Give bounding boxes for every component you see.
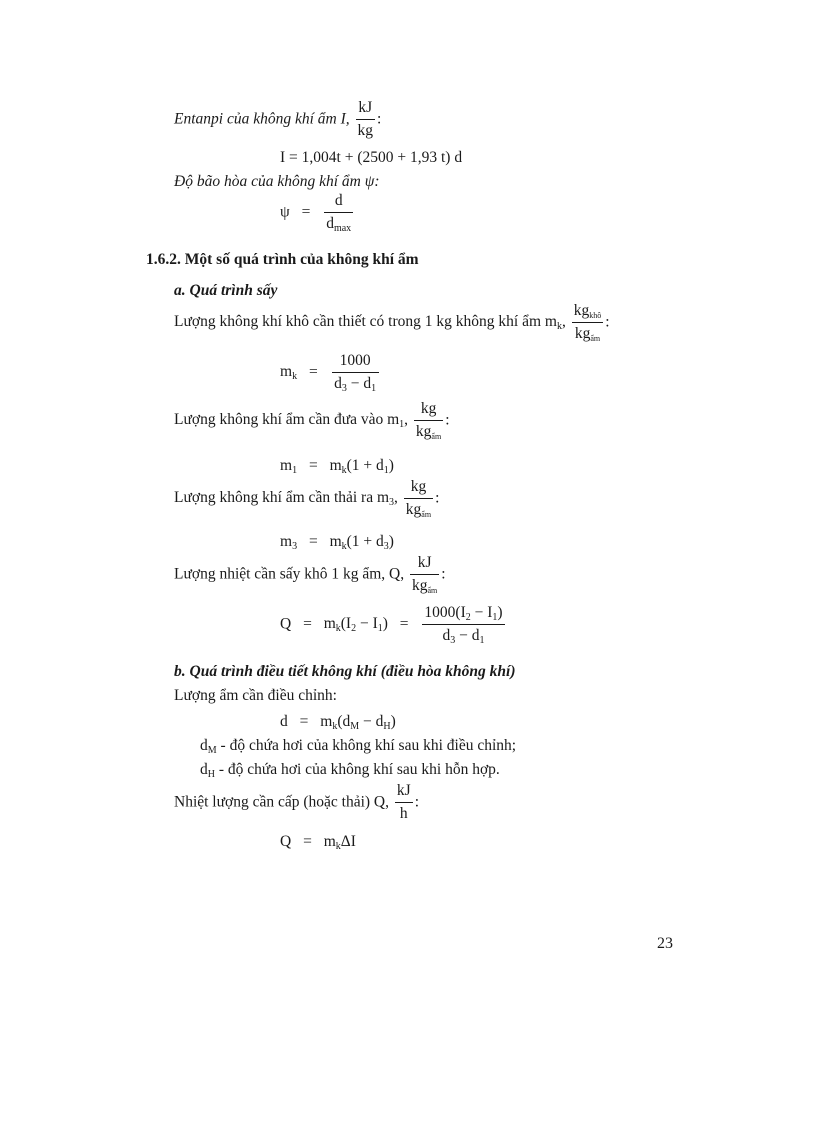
enthalpy-colon: :: [377, 110, 382, 128]
m3-formula: $m_3 = m_k(1 + d_3)$: [280, 533, 394, 552]
m3-unit-fraction: [404, 479, 433, 517]
q-fraction: [422, 604, 504, 646]
d-formula: $d = m_k(d_M - d_H)$: [280, 713, 396, 732]
enthalpy-unit-den: kg: [357, 121, 374, 139]
saturation-eq: =: [301, 203, 311, 221]
moisture-label: Lượng ẩm cần điều chỉnh:: [174, 687, 337, 704]
mk-num: 1000: [332, 353, 379, 373]
dry-air-unit-den: $kg_{ẩm}$: [574, 324, 601, 343]
saturation-formula: [280, 192, 355, 234]
dry-air-unit-num: $kg_{khô}$: [572, 303, 604, 323]
q-unit-num: kJ: [410, 555, 439, 575]
drying-heading: a. Quá trình sấy: [174, 282, 278, 299]
section-heading: 1.6.2. Một số quá trình của không khí ẩm: [146, 251, 419, 268]
m3-label: Lượng không khí ẩm cần thải ra m: [174, 489, 390, 507]
heat-label: Nhiệt lượng cần cấp (hoặc thải) Q,: [174, 793, 390, 811]
enthalpy-label-line: [174, 100, 381, 138]
heat-label-line: Nhiệt lượng cần cấp (hoặc thải) Q, $\frac{kJ}{h}$ :: [174, 782, 419, 822]
mk-den: $d_3 - d_1$: [334, 374, 377, 394]
q-formula: $Q = m_k(I_2 - I_1)$ = $\frac{1000(I_2 - I_1)}{d_3 - d_1}$: [280, 604, 503, 646]
mk-formula: $m_k$ = $\frac{1000}{d_3 - d_1}$: [280, 353, 381, 391]
q-num: $1000(I_2 - I_1)$: [424, 604, 503, 623]
q-label-line: Lượng nhiệt cần sấy khô 1 kg ẩm, Q, $\frac{kJ}{kg_{ẩm}}$ :: [174, 554, 446, 595]
mk-fraction: [332, 352, 379, 394]
enthalpy-formula: I = 1,004t + (2500 + 1,93 t) d: [280, 149, 463, 166]
dry-air-unit-fraction: [572, 303, 604, 341]
q-label: Lượng nhiệt cần sấy khô 1 kg ẩm, Q,: [174, 565, 405, 583]
q-den: $d_3 - d_1$: [442, 626, 485, 646]
saturation-num: d: [324, 193, 353, 213]
saturation-fraction: [324, 192, 353, 234]
m1-unit-num: kg: [414, 401, 443, 421]
heat-unit-fraction: [395, 783, 413, 821]
q-unit-den: $kg_{ẩm}$: [411, 576, 438, 595]
m1-unit-den: $kg_{ẩm}$: [415, 422, 442, 441]
m3-unit-den: $kg_{ẩm}$: [405, 500, 432, 519]
saturation-den: $d_{max}$: [326, 214, 352, 234]
m3-label-line: Lượng không khí ẩm cần thải ra $m_3$, $\frac{kg}{kg_{ẩm}}$ :: [174, 478, 440, 519]
enthalpy-label: Entanpi của không khí ẩm I,: [174, 110, 350, 128]
page-number: 23: [657, 935, 673, 952]
dh-definition: $d_H$ - độ chứa hơi của không khí sau khi hỗn hợp.: [200, 761, 500, 780]
heat-unit-den: h: [399, 804, 408, 822]
heat-unit-num: kJ: [395, 783, 413, 803]
dm-definition: $d_M$ - độ chứa hơi của không khí sau khi điều chỉnh;: [200, 737, 517, 756]
m3-unit-num: kg: [404, 479, 433, 499]
heat-formula: $Q = m_k\Delta I$: [280, 833, 356, 852]
enthalpy-unit-num: kJ: [356, 100, 376, 120]
m1-label-line: Lượng không khí ẩm cần đưa vào $m_1$, $\frac{kg}{kg_{ẩm}}$ :: [174, 400, 450, 441]
q-unit-fraction: [410, 555, 439, 593]
dry-air-label: Lượng không khí khô cần thiết có trong 1 kg không khí ẩm m: [174, 313, 557, 331]
m1-formula: $m_1 = m_k(1 + d_1)$: [280, 457, 394, 476]
saturation-label: Độ bão hòa của không khí ẩm ψ:: [174, 173, 380, 190]
conditioning-heading: b. Quá trình điều tiết không khí (điều hòa không khí): [174, 663, 516, 680]
m1-label: Lượng không khí ẩm cần đưa vào m: [174, 411, 400, 429]
m1-unit-fraction: [414, 401, 443, 439]
enthalpy-unit-fraction: [356, 100, 376, 138]
dry-air-label-line: Lượng không khí khô cần thiết có trong 1 kg không khí ẩm $m_k$, $\frac{kg_{khô}}{kg_{ẩm}}$ :: [174, 302, 610, 343]
saturation-lhs: ψ: [280, 203, 290, 221]
